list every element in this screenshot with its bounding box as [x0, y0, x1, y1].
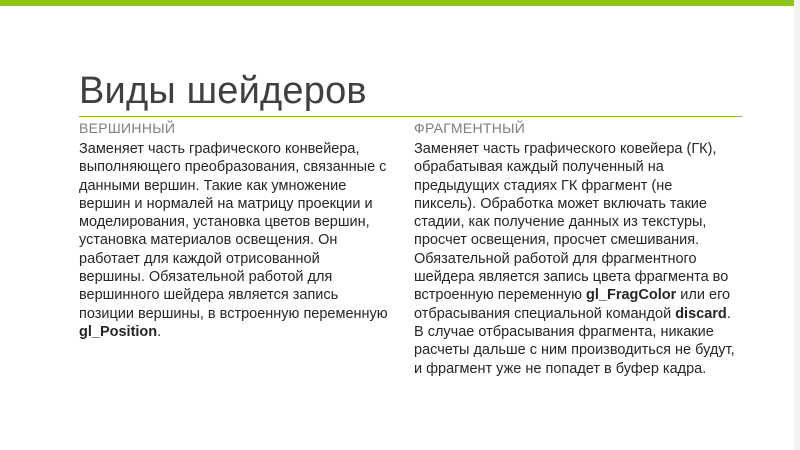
slide-title: Виды шейдеров [79, 70, 367, 112]
vertex-heading: ВЕРШИННЫЙ [79, 120, 176, 136]
fragment-description [414, 140, 736, 378]
slide-edge [794, 0, 800, 450]
fragment-shader-column [414, 120, 736, 378]
fragment-text-3: . В случае отбрасывания фрагмента, никакие расчеты дальше с ним производиться не будут, и фрагмент уже не попадет в буфер кадра. [414, 305, 735, 377]
fragment-text-2: или его отбрасывания специальной командой [414, 287, 731, 322]
accent-bar [0, 0, 800, 6]
keyword-gl-fragcolor: gl_FragColor [586, 287, 677, 304]
vertex-shader-column [79, 120, 389, 341]
keyword-discard: discard [675, 305, 727, 322]
title-divider [79, 116, 742, 117]
fragment-heading: ФРАГМЕНТНЫЙ [414, 120, 526, 136]
fragment-text-1: Заменяет часть графического ковейера (ГК), обрабатывая каждый полученный на предыдущих стадиях ГК фрагмент (не пиксель). Обработка может включать такие стадии, как получение данных из текстуры, просчет освещения, просчет смешивания. Обязательной работой для фрагментного шейдера является запись цвета фрагмента во встроенную переменную [414, 141, 729, 304]
keyword-gl-position: gl_Position [79, 323, 158, 340]
vertex-text-end: . [157, 323, 162, 340]
vertex-description [79, 140, 389, 341]
vertex-text: Заменяет часть графического конвейера, выполняющего преобразования, связанные с данными вершин. Такие как умножение вершин и нормалей на матрицу проекции и моделирования, установка цветов вершин, установка материалов освещения. Он работает для каждой отрисованной вершины. Обязательной работой для вершинного шейдера является запись позиции вершины, в встроенную переменную [79, 141, 388, 322]
